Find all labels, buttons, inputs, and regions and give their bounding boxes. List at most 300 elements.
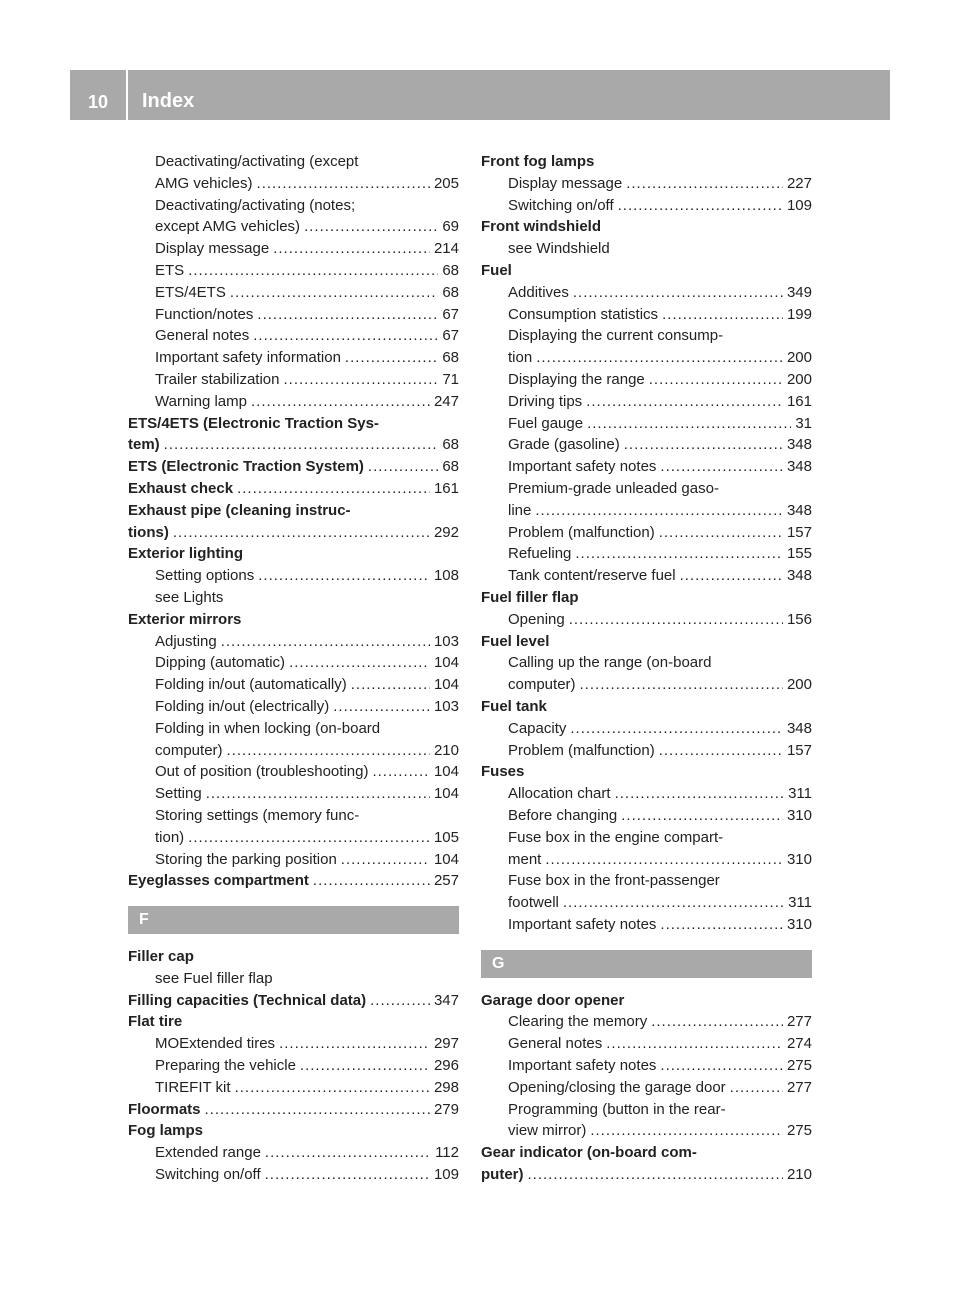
index-subentry[interactable] [481,1055,812,1077]
leader-dots [273,238,430,260]
entry-text: Premium-grade unleaded gaso- [508,479,719,497]
index-entry [481,631,812,653]
leader-dots [257,304,438,326]
leader-dots [253,325,438,347]
index-subentry[interactable] [481,740,812,762]
index-subentry[interactable] [481,434,812,456]
page-reference[interactable]: 214 [433,240,459,258]
leader-dots [569,609,783,631]
index-subentry[interactable] [481,914,812,936]
page-reference[interactable]: 277 [786,1078,812,1096]
index-subentry[interactable] [481,1077,812,1099]
leader-dots [662,304,783,326]
entry-text: Warning lamp [155,392,247,410]
page-number: 10 [87,92,109,112]
entry-text: Additives [508,283,569,301]
page-reference[interactable]: 104 [433,676,459,694]
page-reference[interactable]: 227 [786,174,812,192]
entry-text: Refueling [508,545,572,563]
entry-text: tions) [128,523,169,541]
index-entry[interactable] [481,1164,812,1186]
page-reference[interactable]: 161 [433,479,459,497]
page-reference[interactable]: 347 [433,991,459,1009]
index-subentry[interactable] [481,805,812,827]
entry-text: Front fog lamps [481,153,595,170]
entry-text: Fuel level [481,632,550,650]
entry-text: Programming (button in the rear- [508,1100,726,1118]
entry-text: Fuel [481,261,512,279]
page-reference[interactable]: 67 [442,305,459,323]
leader-dots [680,565,783,587]
leader-dots [660,1055,783,1077]
page-reference[interactable]: 279 [433,1100,459,1118]
entry-text: Exterior lighting [128,545,244,563]
entry-text: Fuel filler flap [481,588,579,606]
leader-dots [372,761,430,783]
index-subentry [128,718,459,740]
index-subentry [128,195,459,217]
leader-dots [563,892,784,914]
page-reference[interactable]: 348 [786,567,812,585]
entry-text: line [508,501,532,519]
entry-text: Setting [155,785,202,803]
index-subentry[interactable] [128,827,459,849]
leader-dots [730,1077,783,1099]
index-subentry [481,652,812,674]
leader-dots [333,696,430,718]
index-subentry[interactable] [128,325,459,347]
entry-text: Folding in/out (automatically) [155,676,347,694]
entry-text: TIREFIT kit [155,1078,231,1096]
entry-text: computer) [155,741,223,759]
entry-text: Fuel tank [481,697,547,715]
entry-text: Before changing [508,806,618,824]
leader-dots [341,849,430,871]
page-reference[interactable]: 108 [433,567,459,585]
leader-dots [618,195,783,217]
entry-text: Important safety notes [508,458,657,476]
page-reference[interactable]: 105 [433,828,459,846]
entry-text: tion) [155,828,185,846]
entry-text: Clearing the memory [508,1013,648,1031]
index-entry [481,1142,812,1164]
entry-text: Setting options [155,567,255,585]
index-subentry[interactable] [481,718,812,740]
leader-dots [230,282,438,304]
leader-dots [528,1164,783,1186]
entry-text: Fuse box in the engine compart- [508,828,724,846]
page-reference[interactable]: 68 [442,436,459,454]
page-reference[interactable]: 292 [433,523,459,541]
entry-text: ETS (Electronic Traction System) [128,458,364,476]
page-header [70,70,890,120]
index-entry[interactable] [128,1099,459,1121]
index-subentry [481,1099,812,1121]
index-subentry [128,587,459,609]
index-subentry[interactable] [128,260,459,282]
entry-text: Storing settings (memory func- [155,806,360,824]
index-entry[interactable] [128,456,459,478]
leader-dots [624,434,783,456]
page-reference[interactable]: 103 [433,697,459,715]
index-column-left [128,151,459,1186]
leader-dots [660,456,783,478]
entry-text: Exhaust check [128,479,234,497]
page-reference[interactable]: 275 [786,1122,812,1140]
leader-dots [580,674,783,696]
index-entry [128,413,459,435]
index-entry[interactable] [128,990,459,1012]
index-subentry[interactable] [128,216,459,238]
page-reference[interactable]: 310 [786,806,812,824]
page-reference[interactable]: 298 [433,1078,459,1096]
leader-dots [284,369,439,391]
entry-text: tem) [128,436,160,454]
entry-text: Driving tips [508,392,583,410]
leader-dots [237,478,430,500]
leader-dots [621,805,783,827]
index-subentry[interactable] [128,282,459,304]
page-reference[interactable]: 31 [795,414,812,432]
page-reference[interactable]: 104 [433,763,459,781]
entry-text: computer) [508,676,576,694]
leader-dots [590,1120,783,1142]
entry-text: Preparing the vehicle [155,1057,296,1075]
entry-text: Function/notes [155,305,254,323]
index-subentry[interactable] [481,500,812,522]
page-title: Index [142,90,195,112]
entry-text: Extended range [155,1144,261,1162]
index-subentry [128,805,459,827]
entry-text: Capacity [508,719,567,737]
index-subentry[interactable] [481,347,812,369]
index-entry [128,946,459,968]
page-reference[interactable]: 348 [786,501,812,519]
index-entry [481,587,812,609]
index-entry [128,609,459,631]
page-reference[interactable]: 109 [433,1166,459,1184]
leader-dots [651,1011,783,1033]
page-reference[interactable]: 104 [433,654,459,672]
entry-text: see Fuel filler flap [155,969,273,987]
page-reference[interactable]: 68 [442,458,459,476]
entry-text: Important safety information [155,349,341,367]
entry-text: Tank content/reserve fuel [508,567,676,585]
page-reference[interactable]: 200 [786,370,812,388]
entry-text: Dipping (automatic) [155,654,286,672]
entry-text: Folding in/out (electrically) [155,697,330,715]
page-reference[interactable]: 296 [433,1057,459,1075]
leader-dots [587,413,791,435]
entry-text: ETS/4ETS [155,283,226,301]
entry-text: except AMG vehicles) [155,218,301,236]
index-subentry [128,151,459,173]
page-reference[interactable]: 157 [786,523,812,541]
entry-text: Fog lamps [128,1122,204,1140]
entry-text: Folding in when locking (on-board [155,719,381,737]
entry-text: Floormats [128,1100,201,1118]
entry-text: Allocation chart [508,785,611,803]
entry-text: Consumption statistics [508,305,659,323]
index-subentry[interactable] [481,413,812,435]
page-reference[interactable]: 247 [433,392,459,410]
index-subentry[interactable] [481,282,812,304]
leader-dots [279,1033,430,1055]
index-subentry[interactable] [128,238,459,260]
index-entry[interactable] [128,870,459,892]
index-entry [481,216,812,238]
entry-text: MOExtended tires [155,1035,276,1053]
entry-text: General notes [155,327,250,345]
entry-text: ETS [155,261,185,279]
index-entry[interactable] [128,478,459,500]
entry-text: Grade (gasoline) [508,436,620,454]
entry-text: Adjusting [155,632,217,650]
entry-text: Garage door opener [481,991,625,1009]
page-reference[interactable]: 68 [442,283,459,301]
index-subentry[interactable] [128,1055,459,1077]
index-subentry[interactable] [481,173,812,195]
index-entry [128,1011,459,1033]
entry-text: Flat tire [128,1013,183,1031]
leader-dots [573,282,783,304]
entry-text: ETS/4ETS (Electronic Traction Sys- [128,414,379,432]
page-reference[interactable]: 200 [786,349,812,367]
index-entry [128,1120,459,1142]
entry-text: Exterior mirrors [128,610,242,628]
leader-dots [368,456,438,478]
index-subentry[interactable] [481,456,812,478]
entry-text: Front windshield [481,218,601,236]
leader-dots [626,173,783,195]
index-subentry[interactable] [128,369,459,391]
header-divider [126,70,128,120]
index-entry [481,151,812,173]
page-reference[interactable]: 311 [788,785,812,803]
entry-text: Fuses [481,763,525,781]
entry-text: Filling capacities (Technical data) [128,991,367,1009]
entry-text: Display message [508,174,623,192]
leader-dots [221,631,430,653]
entry-text: Opening [508,610,565,628]
entry-text: Exhaust pipe (cleaning instruc- [128,501,351,519]
index-subentry[interactable] [128,783,459,805]
index-entry [128,543,459,565]
section-letter-header: F [128,906,459,934]
index-subentry [128,968,459,990]
index-subentry[interactable] [481,783,812,805]
entry-text: Problem (malfunction) [508,741,655,759]
leader-dots [173,522,430,544]
entry-text: General notes [508,1035,603,1053]
leader-dots [205,1099,430,1121]
entry-text: Important safety notes [508,1057,657,1075]
index-subentry[interactable] [481,849,812,871]
entry-text: Filler cap [128,948,194,966]
index-column-right [481,151,812,1186]
page-reference[interactable]: 275 [786,1057,812,1075]
page-reference[interactable]: 156 [786,610,812,628]
entry-text: AMG vehicles) [155,174,253,192]
entry-text: view mirror) [508,1122,587,1140]
index-subentry[interactable] [128,1142,459,1164]
leader-dots [251,391,430,413]
page-reference[interactable]: 69 [442,218,459,236]
leader-dots [545,849,783,871]
index-subentry[interactable] [481,1011,812,1033]
leader-dots [535,500,783,522]
index-subentry[interactable] [128,631,459,653]
index-subentry[interactable] [481,369,812,391]
leader-dots [575,543,783,565]
entry-text: see Lights [155,588,224,606]
page-reference[interactable]: 161 [786,392,812,410]
page-reference[interactable]: 297 [433,1035,459,1053]
leader-dots [206,783,430,805]
leader-dots [586,391,783,413]
entry-text: Switching on/off [508,196,614,214]
index-entry [481,990,812,1012]
page-reference[interactable]: 348 [786,436,812,454]
leader-dots [164,434,439,456]
index-entry [128,500,459,522]
leader-dots [313,870,430,892]
leader-dots [304,216,438,238]
index-subentry[interactable] [481,892,812,914]
leader-dots [235,1077,430,1099]
entry-text: footwell [508,894,559,912]
index-subentry[interactable] [481,543,812,565]
leader-dots [289,652,430,674]
index-subentry[interactable] [481,609,812,631]
entry-text: Switching on/off [155,1166,261,1184]
index-subentry[interactable] [481,565,812,587]
section-letter-header: G [481,950,812,978]
entry-text: see Windshield [508,240,610,258]
page-reference[interactable]: 67 [442,327,459,345]
entry-text: ment [508,850,542,868]
leader-dots [660,914,783,936]
index-entry[interactable] [128,434,459,456]
index-entry [481,761,812,783]
entry-text: Problem (malfunction) [508,523,655,541]
entry-text: Opening/closing the garage door [508,1078,726,1096]
page-reference[interactable]: 257 [433,872,459,890]
index-subentry [481,478,812,500]
index-subentry[interactable] [481,195,812,217]
entry-text: Eyeglasses compartment [128,872,309,890]
index-subentry[interactable] [128,652,459,674]
index-subentry[interactable] [128,740,459,762]
page-reference[interactable]: 157 [786,741,812,759]
index-subentry[interactable] [481,1033,812,1055]
leader-dots [257,173,430,195]
page-reference[interactable]: 349 [786,283,812,301]
index-subentry[interactable] [481,304,812,326]
page-reference[interactable]: 104 [433,850,459,868]
leader-dots [370,990,430,1012]
index-subentry[interactable] [128,565,459,587]
leader-dots [351,674,430,696]
page-reference[interactable]: 210 [786,1166,812,1184]
index-entry [481,696,812,718]
index-subentry[interactable] [481,1120,812,1142]
entry-text: Fuse box in the front-passenger [508,872,720,890]
page-reference[interactable]: 200 [786,676,812,694]
page-reference[interactable]: 109 [786,196,812,214]
index-subentry[interactable] [128,1033,459,1055]
entry-text: Calling up the range (on-board [508,654,712,672]
entry-text: Display message [155,240,270,258]
leader-dots [188,260,438,282]
page-reference[interactable]: 205 [433,174,459,192]
leader-dots [659,740,783,762]
index-subentry[interactable] [481,674,812,696]
page-reference[interactable]: 68 [442,261,459,279]
page-reference[interactable]: 199 [786,305,812,323]
page-reference[interactable]: 277 [786,1013,812,1031]
index-subentry[interactable] [481,522,812,544]
index-subentry[interactable] [128,674,459,696]
page-reference[interactable]: 155 [786,545,812,563]
leader-dots [606,1033,783,1055]
leader-dots [649,369,783,391]
leader-dots [188,827,430,849]
page-reference[interactable]: 311 [788,894,812,912]
entry-text: Storing the parking position [155,850,337,868]
entry-text: Deactivating/activating (notes; [155,196,356,214]
entry-text: Displaying the range [508,370,645,388]
entry-text: Trailer stabilization [155,370,280,388]
index-subentry [481,870,812,892]
leader-dots [659,522,783,544]
index-entry [481,260,812,282]
index-subentry[interactable] [128,1164,459,1186]
page-reference[interactable]: 104 [433,785,459,803]
page-reference[interactable]: 71 [442,370,459,388]
page-reference[interactable]: 103 [433,632,459,650]
page-reference[interactable]: 348 [786,719,812,737]
leader-dots [570,718,783,740]
leader-dots [227,740,430,762]
page-reference[interactable]: 274 [786,1035,812,1053]
page-reference[interactable]: 348 [786,458,812,476]
index-subentry[interactable] [128,761,459,783]
leader-dots [300,1055,430,1077]
index-subentry[interactable] [128,849,459,871]
page-reference[interactable]: 68 [442,349,459,367]
index-subentry[interactable] [481,391,812,413]
index-subentry[interactable] [128,347,459,369]
index-subentry[interactable] [128,1077,459,1099]
index-subentry[interactable] [128,304,459,326]
entry-text: Fuel gauge [508,414,584,432]
index-subentry[interactable] [128,696,459,718]
leader-dots [536,347,783,369]
index-subentry[interactable] [128,173,459,195]
index-entry[interactable] [128,522,459,544]
page-reference[interactable]: 112 [435,1144,459,1162]
leader-dots [345,347,438,369]
leader-dots [265,1142,431,1164]
page-reference[interactable]: 310 [786,915,812,933]
page-reference[interactable]: 210 [433,741,459,759]
entry-text: Important safety notes [508,915,657,933]
page-reference[interactable]: 310 [786,850,812,868]
index-subentry[interactable] [128,391,459,413]
entry-text: Out of position (troubleshooting) [155,763,369,781]
entry-text: Displaying the current consump- [508,327,724,345]
